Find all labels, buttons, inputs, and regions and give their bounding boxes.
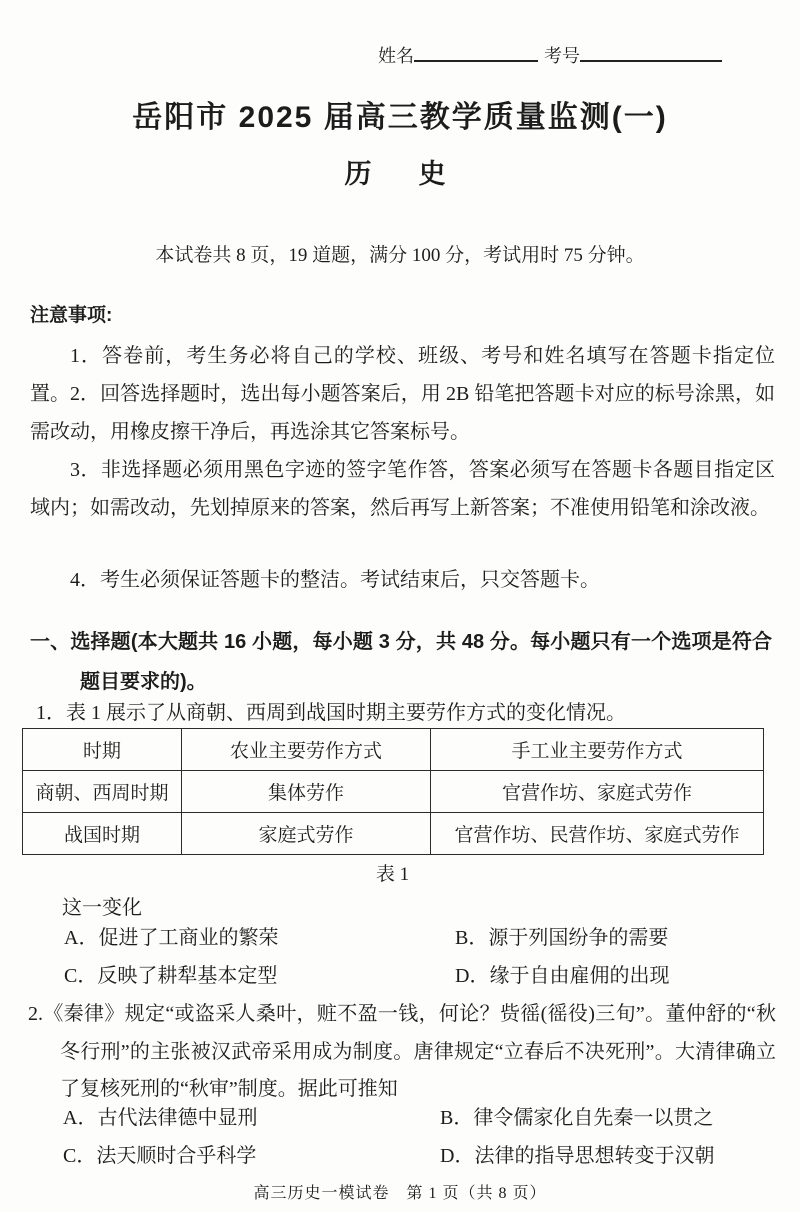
table-header-agriculture: 农业主要劳作方式 <box>182 729 431 771</box>
table-row <box>23 813 764 855</box>
q2-option-b: B．律令儒家化自先秦一以贯之 <box>440 1107 714 1129</box>
question-2-options <box>63 1104 776 1170</box>
table-header-handicraft: 手工业主要劳作方式 <box>431 729 764 771</box>
q2-option-a: A．古代法律德中显刑 <box>63 1107 258 1129</box>
table-cell: 战国时期 <box>23 813 182 855</box>
q2-option-d: D．法律的指导思想转变于汉朝 <box>440 1145 715 1167</box>
page-footer: 高三历史一模试卷 第 1 页（共 8 页） <box>253 1185 547 1202</box>
exam-no-label: 考号 <box>544 46 580 66</box>
table-cell: 官营作坊、家庭式劳作 <box>431 771 764 813</box>
table-row <box>23 771 764 813</box>
question-1-stem-continuation: 这一变化 <box>62 897 142 919</box>
notice-item-3: 3．非选择题必须用黑色字迹的签字笔作答，答案必须写在答题卡各题目指定区域内；如需改动，先划掉原来的答案，然后再写上新答案；不准使用铅笔和涂改液。 <box>30 459 775 519</box>
q1-option-d: D．缘于自由雇佣的出现 <box>455 965 670 987</box>
table-header-period: 时期 <box>23 729 182 771</box>
table-header-row <box>23 729 764 771</box>
q2-option-c: C．法天顺时合乎科学 <box>63 1145 257 1167</box>
table-cell: 集体劳作 <box>182 771 431 813</box>
name-label: 姓名 <box>378 46 414 66</box>
notice-item-4: 4．考生必须保证答题卡的整洁。考试结束后，只交答题卡。 <box>70 569 600 591</box>
notice-heading: 注意事项: <box>30 305 113 326</box>
q1-option-b: B．源于列国纷争的需要 <box>455 927 669 949</box>
table-caption: 表 1 <box>375 864 410 885</box>
section-1-heading: 一、选择题(本大题共 16 小题，每小题 3 分，共 48 分。每小题只有一个选项是符合题目要求的)。 <box>30 631 772 693</box>
question-1-options <box>64 924 776 990</box>
table-cell: 商朝、西周时期 <box>23 771 182 813</box>
exam-info-line: 本试卷共 8 页，19 道题，满分 100 分，考试用时 75 分钟。 <box>155 245 645 266</box>
table-cell: 官营作坊、民营作坊、家庭式劳作 <box>431 813 764 855</box>
subject-title: 历 史 <box>344 159 456 189</box>
exam-title: 岳阳市 2025 届高三教学质量监测(一) <box>132 101 668 134</box>
name-blank-line <box>414 45 538 62</box>
q1-labor-table <box>22 728 764 855</box>
question-2-stem: 2.《秦律》规定“或盗采人桑叶，赃不盈一钱，何论？赀徭(徭役)三旬”。董仲舒的“秋冬行刑”的主张被汉武帝采用成为制度。唐律规定“立春后不决死刑”。大清律确立了复核死刑的“秋审”制度。据此可推知 <box>28 1003 776 1100</box>
notice-item-2: 2．回答选择题时，选出每小题答案后，用 2B 铅笔把答题卡对应的标号涂黑，如需改动，用橡皮擦干净后，再选涂其它答案标号。 <box>30 383 775 443</box>
table-cell: 家庭式劳作 <box>182 813 431 855</box>
student-info-line <box>378 42 722 68</box>
notice-item-1: 1．答卷前，考生务必将自己的学校、班级、考号和姓名填写在答题卡指定位置。 <box>30 345 775 405</box>
q1-option-a: A．促进了工商业的繁荣 <box>64 927 279 949</box>
question-1-stem: 1．表 1 展示了从商朝、西周到战国时期主要劳作方式的变化情况。 <box>36 702 626 724</box>
q1-option-c: C．反映了耕犁基本定型 <box>64 965 278 987</box>
exam-no-blank-line <box>580 45 722 62</box>
